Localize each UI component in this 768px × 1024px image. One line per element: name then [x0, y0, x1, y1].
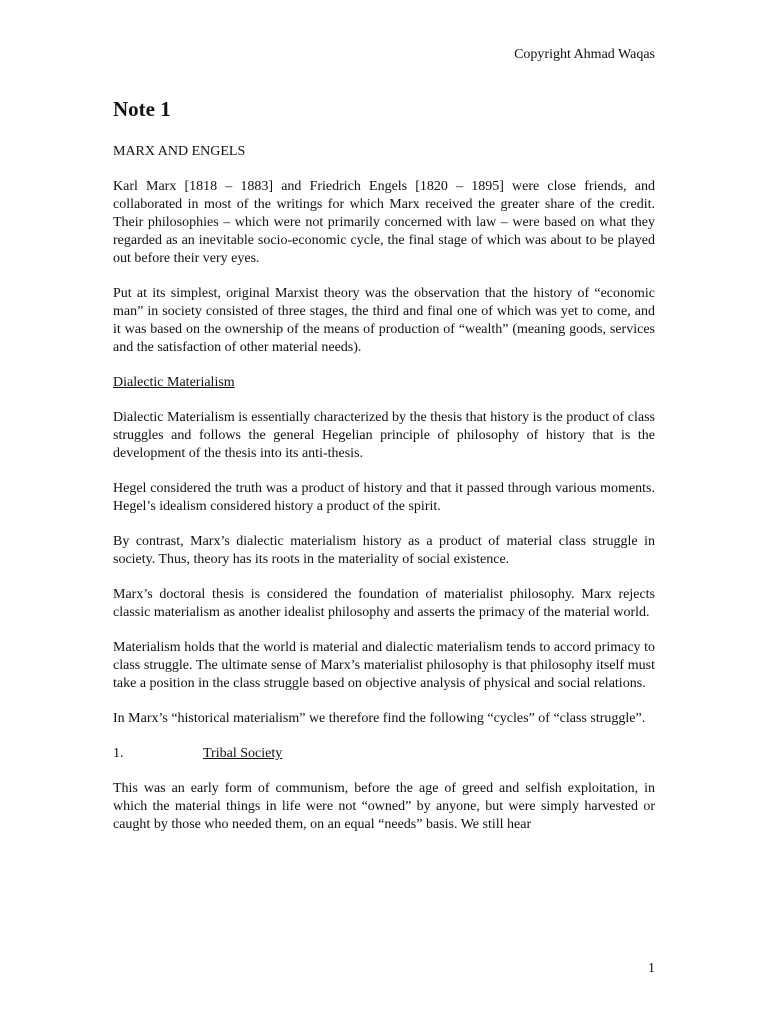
numbered-item-1: [113, 745, 655, 763]
paragraph-6: Marx’s doctoral thesis is considered the foundation of materialist philosophy. Marx rejects classic materialism as another idealist philosophy and asserts the primacy of the material world.: [113, 587, 655, 620]
item-number: 1.: [113, 746, 124, 761]
section-heading: MARX AND ENGELS: [113, 144, 246, 159]
paragraph-3: Dialectic Materialism is essentially characterized by the thesis that history is the product of class struggles and follows the general Hegelian principle of philosophy of history that is the development of the thesis into its anti-thesis.: [113, 410, 655, 461]
page-title: Note 1: [113, 97, 171, 121]
page-number: 1: [648, 961, 655, 976]
paragraph-2: Put at its simplest, original Marxist theory was the observation that the history of “economic man” in society consisted of three stages, the third and final one of which was yet to come, and it was based on the ownership of the means of production of “wealth” (meaning goods, services and the satisfaction of other material needs).: [113, 286, 655, 355]
paragraph-5: By contrast, Marx’s dialectic materialism history as a product of material class struggle in society. Thus, theory has its roots in the materiality of social existence.: [113, 534, 655, 567]
item-label: Tribal Society: [203, 746, 283, 761]
paragraph-1: Karl Marx [1818 – 1883] and Friedrich Engels [1820 – 1895] were close friends, and collaborated in most of the writings for which Marx received the greater share of the credit. Their philosophies – which were not primarily concerned with law – were based on what they regarded as an inevitable socio-economic cycle, the final stage of which was about to be played out before their very eyes.: [113, 179, 655, 266]
subheading-dialectic-materialism: [113, 374, 655, 392]
paragraph-4: Hegel considered the truth was a product of history and that it passed through various moments. Hegel’s idealism considered history a product of the spirit.: [113, 481, 655, 514]
document-body: [113, 96, 655, 851]
subheading-text: Dialectic Materialism: [113, 375, 235, 390]
paragraph-7: Materialism holds that the world is material and dialectic materialism tends to accord primacy to class struggle. The ultimate sense of Marx’s materialist philosophy is that philosophy itself must take a position in the class struggle based on objective analysis of physical and social relations.: [113, 640, 655, 691]
paragraph-8: In Marx’s “historical materialism” we therefore find the following “cycles” of “class struggle”.: [113, 711, 646, 726]
paragraph-9: This was an early form of communism, before the age of greed and selfish exploitation, in which the material things in life were not “owned” by anyone, but were simply harvested or caught by those who needed them, on an equal “needs” basis. We still hear: [113, 781, 655, 832]
header-copyright: Copyright Ahmad Waqas: [514, 47, 655, 62]
